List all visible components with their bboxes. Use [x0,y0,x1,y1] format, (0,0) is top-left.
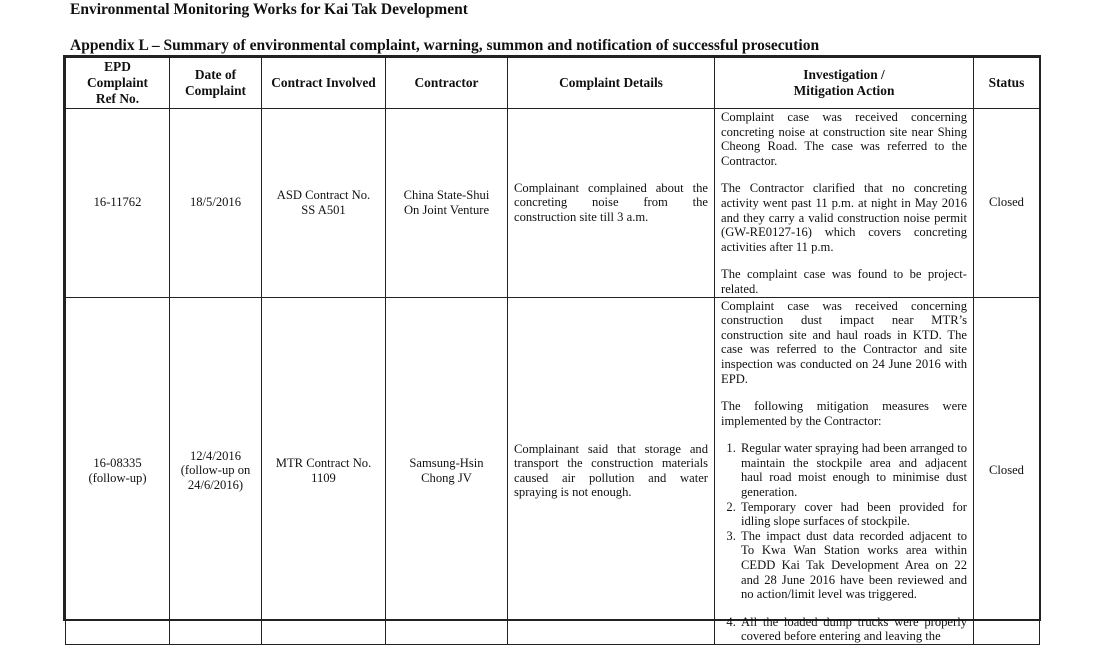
cell-contractor [386,109,508,298]
cell-ref-no: 16-11762 [66,109,170,298]
header-contract: Contract Involved [262,58,386,109]
list-item: 1. Regular water spraying had been arranged to maintain the stockpile area and adjacent haul road moist enough to minimise dust generation. [739,441,967,499]
table-row [66,109,1040,298]
action-paragraph: The Contractor clarified that no concreting activity went past 11 p.m. at night in May 2016 and they carry a valid construction noise permit (GW-RE0127-16) which covers concreting activities after 11 p.m. [721,181,967,254]
cell-contractor-line: Samsung-Hsin [409,456,484,471]
complaint-summary-table [65,57,1040,645]
cell-date-line: 12/4/2016 [189,448,242,463]
header-ref-no-line: Ref No. [95,91,140,106]
action-paragraph: The complaint case was found to be project-related. [721,267,967,296]
cell-contract-line: SS A501 [301,202,346,217]
mitigation-measures-list [721,441,967,644]
cell-date-line: 24/6/2016) [187,478,244,493]
cell-complaint-details: Complainant complained about the concreting noise from the construction site till 3 a.m. [508,109,715,298]
cell-contract-line: MTR Contract No. [275,456,372,471]
action-paragraph: Complaint case was received concerning concreting noise at construction site near Shing Cheong Road. The case was referred to the Contractor. [721,110,967,168]
complaint-table-frame [63,55,1041,644]
header-ref-no-line: EPD [104,59,131,74]
document-title: Environmental Monitoring Works for Kai Tak Development [70,1,468,18]
cell-contractor-line: China State-Shui [403,188,490,203]
cell-contractor-line: On Joint Venture [403,202,490,217]
header-date [170,58,262,109]
header-row [66,58,1040,109]
cell-status: Closed [974,109,1040,298]
cell-date: 18/5/2016 [170,109,262,298]
action-paragraph: Complaint case was received concerning construction dust impact near MTR’s construction site and haul roads in KTD. The case was referred to the Contractor and site inspection was conducted on 24 June 2016 with EPD. [721,298,967,386]
header-contractor: Contractor [386,58,508,109]
cell-mitigation-action [715,297,974,644]
header-date-line: Complaint [184,83,246,98]
cell-contract-line: ASD Contract No. [276,188,371,203]
cell-contractor-line: Chong JV [421,470,472,485]
cell-contractor [386,297,508,644]
cell-date [170,297,262,644]
cell-complaint-details: Complainant said that storage and transport the construction materials caused air pollution and water spraying is not enough. [508,297,715,644]
cell-contract [262,109,386,298]
header-action-line: Investigation / [803,67,885,82]
cell-ref-no [66,297,170,644]
appendix-title: Appendix L – Summary of environmental complaint, warning, summon and notification of successful prosecution [70,37,820,54]
header-ref-no-line: Complaint [86,75,148,90]
action-paragraph: The following mitigation measures were implemented by the Contractor: [721,399,967,428]
cell-contract [262,297,386,644]
list-item: 3. The impact dust data recorded adjacent to To Kwa Wan Station works area within CEDD Kai Tak Development Area on 22 and 28 June 2016 have been reviewed and no action/limit level was triggered. [739,529,967,602]
cell-ref-no-line: 16-08335 [93,456,142,471]
table-row [66,297,1040,644]
list-item: 2. Temporary cover had been provided for idling slope surfaces of stockpile. [739,500,967,529]
header-date-line: Date of [194,67,237,82]
cell-ref-no-line: (follow-up) [88,470,147,485]
header-action [715,58,974,109]
list-item: 4. All the loaded dump trucks were properly covered before entering and leaving the [739,615,967,644]
header-ref-no [66,58,170,109]
cell-status: Closed [974,297,1040,644]
header-status: Status [974,58,1040,109]
header-action-line: Mitigation Action [793,83,895,98]
cell-mitigation-action [715,109,974,298]
cell-contract-line: 1109 [311,470,336,485]
cell-date-line: (follow-up on [180,463,251,478]
header-details: Complaint Details [508,58,715,109]
